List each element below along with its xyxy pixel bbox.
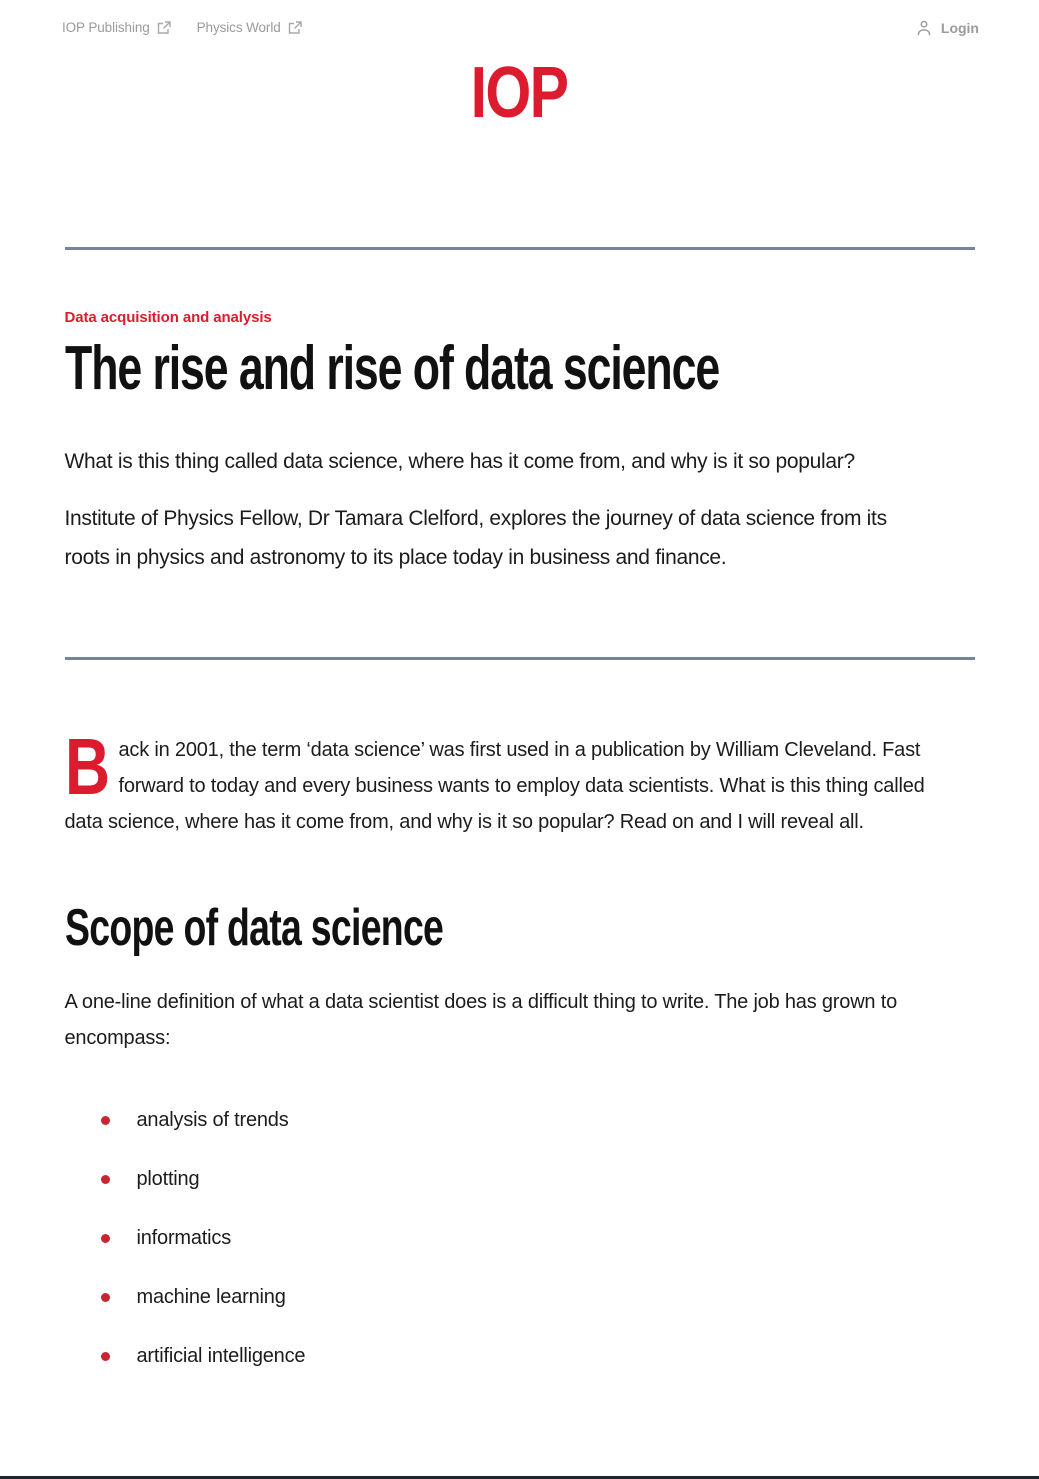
link-physics-world[interactable] — [197, 20, 302, 35]
bullet-dot — [101, 1116, 110, 1125]
link-label: IOP Publishing — [62, 20, 150, 35]
article-container — [65, 247, 975, 1374]
lead-paragraph — [64, 722, 945, 840]
list-item — [65, 1338, 975, 1374]
login-label: Login — [940, 19, 979, 36]
standfirst-paragraph-1: What is this thing called data science, where has it come from, and why is it so popular? — [64, 450, 855, 473]
list-item-label: informatics — [136, 1227, 231, 1249]
article-category[interactable]: Data acquisition and analysis — [64, 309, 272, 326]
bullet-dot — [101, 1175, 110, 1184]
list-item-label: machine learning — [136, 1286, 286, 1308]
external-link-icon — [157, 21, 171, 35]
standfirst-paragraph-2: Institute of Physics Fellow, Dr Tamara Clelford, explores the journey of data science from its roots in physics and astronomy to its place today in business and finance. — [64, 507, 887, 569]
iop-logo[interactable]: IOP — [471, 53, 568, 133]
article-title: The rise and rise of data science — [64, 334, 719, 403]
bullet-dot — [101, 1293, 110, 1302]
list-item — [65, 1161, 975, 1197]
list-item — [65, 1220, 975, 1256]
section-heading: Scope of data science — [64, 899, 443, 957]
top-links — [62, 20, 302, 35]
drop-cap: B — [64, 722, 110, 811]
mid-divider-rule — [65, 657, 975, 660]
login-button[interactable] — [916, 20, 979, 36]
top-divider-rule — [65, 247, 975, 250]
list-item-label: analysis of trends — [136, 1109, 289, 1131]
bullet-dot — [101, 1234, 110, 1243]
list-item-label: plotting — [136, 1168, 200, 1190]
list-item — [65, 1279, 975, 1315]
scope-bullet-list — [65, 1102, 975, 1374]
top-utility-bar — [0, 0, 1039, 42]
external-link-icon — [288, 21, 302, 35]
section-intro-paragraph: A one-line definition of what a data scientist does is a difficult thing to write. The job has grown to encompass: — [64, 991, 897, 1049]
link-label: Physics World — [196, 20, 281, 35]
user-icon — [916, 20, 932, 36]
logo-row — [0, 53, 1039, 133]
lead-paragraph-text: ack in 2001, the term ‘data science’ was first used in a publication by William Cleveland. Fast forward to today and every business wants to employ data scientists. What is this thing called data science, where has it come from, and why is it so popular? Read on and I will reveal all. — [64, 739, 925, 833]
link-iop-publishing[interactable] — [62, 20, 171, 35]
list-item — [65, 1102, 975, 1138]
bullet-dot — [101, 1352, 110, 1361]
list-item-label: artificial intelligence — [136, 1345, 306, 1367]
